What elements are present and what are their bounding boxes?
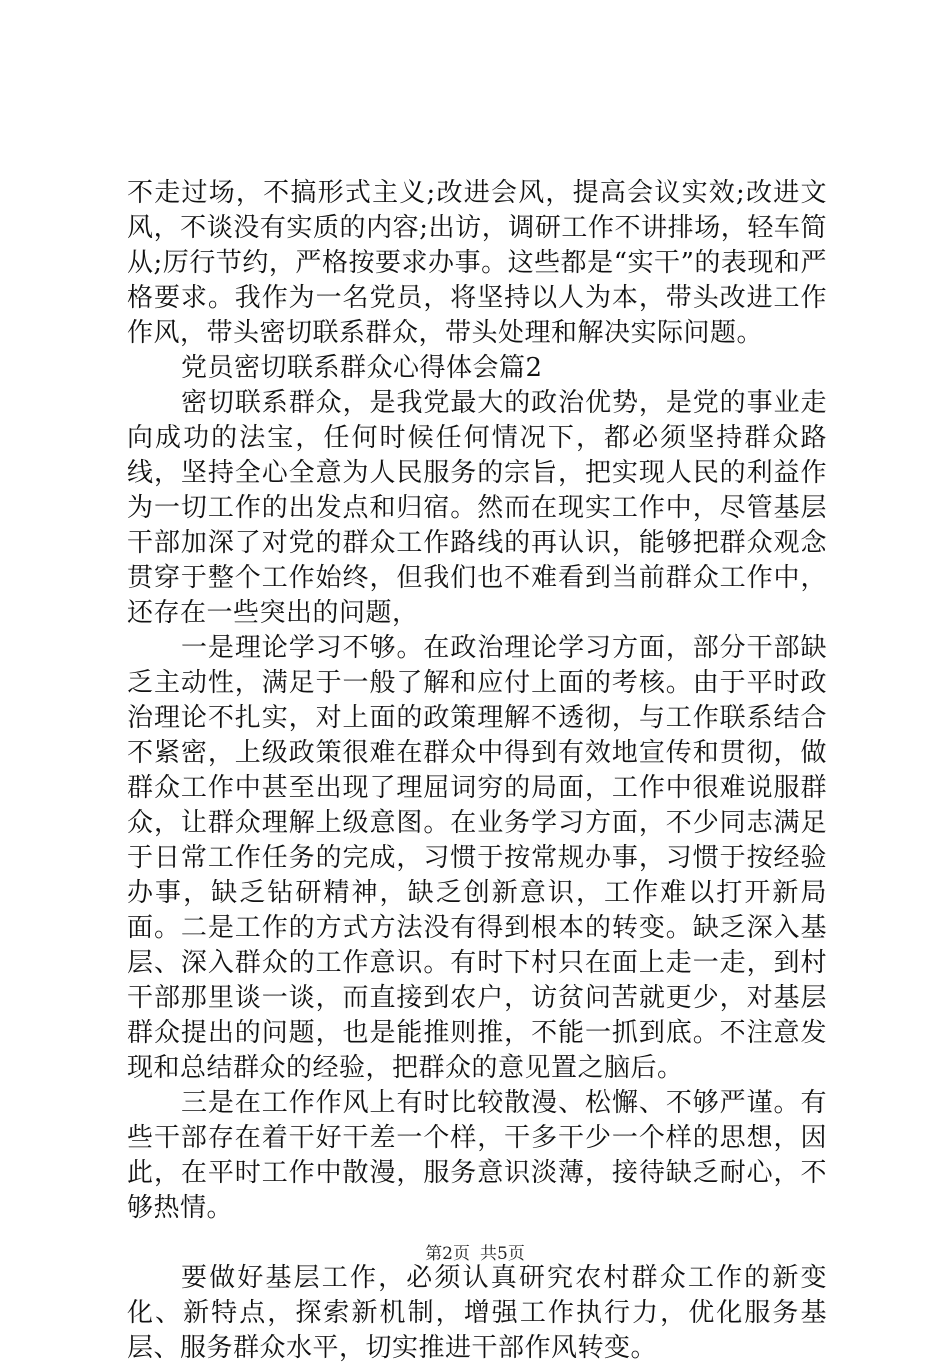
page-number: 第2页 bbox=[425, 1244, 470, 1264]
paragraph-continuation: 不走过场，不搞形式主义;改进会风，提高会议实效;改进文风，不谈没有实质的内容;出访，调研工作不讲排场，轻车简从;厉行节约，严格按要求办事。这些都是“实干”的表现和严格要求。我作为一名党员，将坚持以人为本，带头改进工作作风，带头密切联系群众，带头处理和解决实际问题。 bbox=[127, 178, 827, 348]
page-total: 共5页 bbox=[480, 1244, 525, 1264]
paragraph-problem-one-two: 一是理论学习不够。在政治理论学习方面，部分干部缺乏主动性，满足于一般了解和应付上面的考核。由于平时政治理论不扎实，对上面的政策理解不透彻，与工作联系结合不紧密，上级政策很难在群众中得到有效地宣传和贯彻，做群众工作中甚至出现了理屈词穷的局面，工作中很难说服群众，让群众理解上级意图。在业务学习方面，不少同志满足于日常工作任务的完成，习惯于按常规办事，习惯于按经验办事，缺乏钻研精神，缺乏创新意识，工作难以打开新局面。二是工作的方式方法没有得到根本的转变。缺乏深入基层、深入群众的工作意识。有时下村只在面上走一走，到村干部那里谈一谈，而直接到农户，访贫问苦就更少，对基层群众提出的问题，也是能推则推，不能一抓到底。不注意发现和总结群众的经验，把群众的意见置之脑后。 bbox=[127, 633, 827, 1083]
document-body bbox=[127, 176, 827, 1366]
page-footer bbox=[0, 1243, 950, 1265]
paragraph-intro: 密切联系群众，是我党最大的政治优势，是党的事业走向成功的法宝，任何时候任何情况下，都必须坚持群众路线，坚持全心全意为人民服务的宗旨，把实现人民的利益作为一切工作的出发点和归宿。然而在现实工作中，尽管基层干部加深了对党的群众工作路线的再认识，能够把群众观念贯穿于整个工作始终，但我们也不难看到当前群众工作中，还存在一些突出的问题， bbox=[127, 388, 827, 628]
paragraph-conclusion: 要做好基层工作，必须认真研究农村群众工作的新变化、新特点，探索新机制，增强工作执行力，优化服务基层、服务群众水平，切实推进干部作风转变。 bbox=[127, 1263, 827, 1363]
paragraph-problem-three: 三是在工作作风上有时比较散漫、松懈、不够严谨。有些干部存在着干好干差一个样，干多干少一个样的思想，因此，在平时工作中散漫，服务意识淡薄，接待缺乏耐心，不够热情。 bbox=[127, 1088, 827, 1223]
section-heading: 党员密切联系群众心得体会篇2 bbox=[181, 353, 543, 383]
